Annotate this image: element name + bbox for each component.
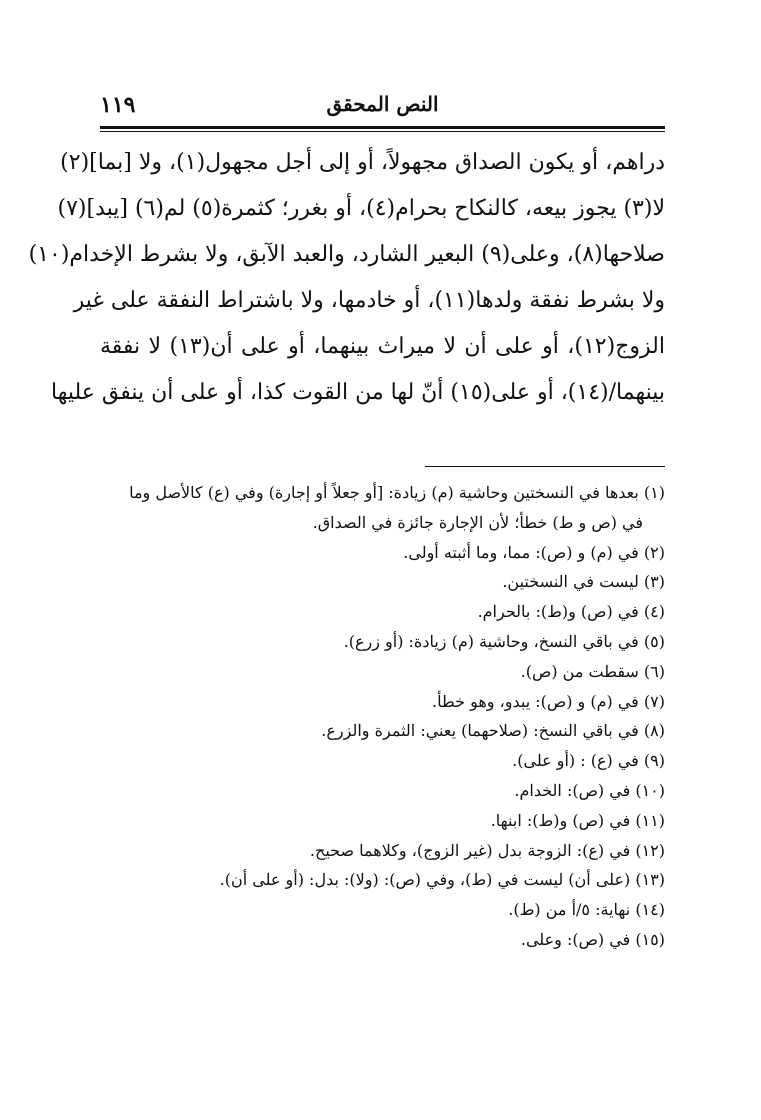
footnote-line: (١٤) نهاية: ٥/أ من (ط). [508, 900, 665, 920]
footnote-line: (١٣) (على أن) ليست في (ط)، وفي (ص): (ولا): بدل: (أو على أن). [219, 870, 665, 890]
footnote-line: (٣) ليست في النسختين. [502, 572, 665, 592]
footnote-line: (٩) في (ع) : (أو على). [512, 751, 665, 771]
footnote-line: (٤) في (ص) و(ط): بالحرام. [477, 602, 665, 622]
main-text [28, 140, 665, 416]
header-rule-thick [100, 126, 665, 129]
footnote-line: (١٢) في (ع): الزوجة بدل (غير الزوج)، وكلاهما صحيح. [309, 840, 665, 860]
footnote-separator [425, 466, 665, 467]
footnote-line: (٥) في باقي النسخ، وحاشية (م) زيادة: (أو زرع). [343, 631, 665, 651]
page-header [100, 88, 665, 122]
text-line: لا(٣) يجوز بيعه، كالنكاح بحرام(٤)، أو بغرر؛ كثمرة(٥) لم(٦) [يبد](٧) [57, 196, 665, 221]
footnote-line: (٢) في (م) و (ص): مما، وما أثبته أولى. [403, 542, 665, 562]
footnote-line: (١١) في (ص) و(ط): ابنها. [490, 810, 665, 830]
footnote-line: (٨) في باقي النسخ: (صلاحهما) يعني: الثمرة والزرع. [321, 721, 665, 741]
footnote-line: (١٠) في (ص): الخدام. [514, 780, 665, 800]
footnotes [100, 478, 665, 955]
footnote-line: (٦) سقطت من (ص). [520, 661, 665, 681]
footnote-line: (١٥) في (ص): وعلى. [520, 929, 665, 949]
text-line: دراهم، أو يكون الصداق مجهولاً، أو إلى أجل مجهول(١)، ولا [بما](٢) [60, 150, 665, 175]
text-line: ولا بشرط نفقة ولدها(١١)، أو خادمها، ولا باشتراط النفقة على غير [73, 288, 665, 313]
page-number: ١١٩ [100, 92, 136, 118]
footnote-line: في (ص و ط) خطأ؛ لأن الإجارة جائزة في الصداق. [312, 512, 643, 532]
text-line: صلاحها(٨)، وعلى(٩) البعير الشارد، والعبد الآبق، ولا بشرط الإخدام(١٠) [28, 242, 665, 267]
header-rule-thin [100, 131, 665, 132]
footnote-line: (١) بعدها في النسختين وحاشية (م) زيادة: [أو جعلاً أو إجارة) وفي (ع) كالأصل وما [129, 483, 665, 502]
footnote-line: (٧) في (م) و (ص): يبدو، وهو خطأ. [432, 691, 665, 711]
text-line: بينهما/(١٤)، أو على(١٥) أنّ لها من القوت كذا، أو على أن ينفق عليها [51, 380, 665, 405]
text-line: الزوج(١٢)، أو على أن لا ميراث بينهما، أو على أن(١٣) لا نفقة [100, 334, 665, 359]
running-title: النص المحقق [326, 92, 439, 116]
